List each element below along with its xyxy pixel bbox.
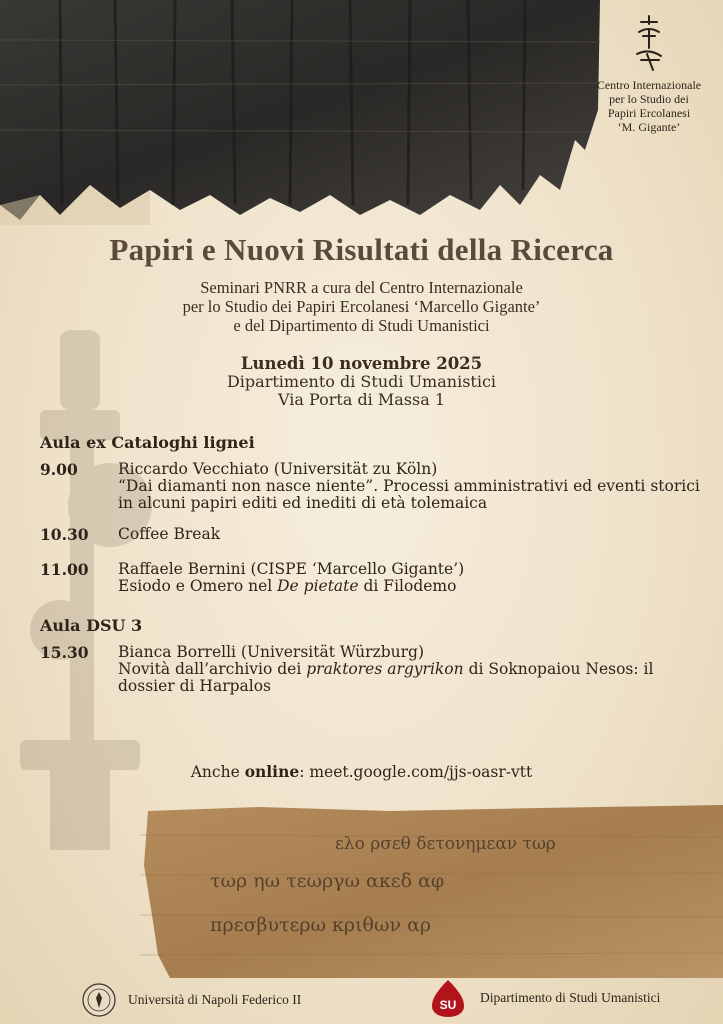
- session-item: [40, 461, 700, 512]
- center-logo-block: [589, 14, 709, 134]
- session-speaker: Coffee Break: [118, 525, 221, 543]
- program-schedule: [40, 434, 700, 709]
- department-name: Dipartimento di Studi Umanistici: [480, 990, 661, 1005]
- event-date: Lunedì 10 novembre 2025: [240, 354, 483, 373]
- center-name-line-3: Papiri Ercolanesi: [607, 106, 691, 120]
- session-item: [40, 644, 700, 695]
- session-item: [40, 561, 700, 595]
- center-name-line-1: Centro Internazionale: [596, 78, 702, 92]
- papyrus-fragment-top: [0, 0, 600, 225]
- poster-title: Papiri e Nuovi Risultati della Ricerca: [109, 232, 614, 267]
- online-link-line: Anche online: meet.google.com/jjs-oasr-vtt: [190, 762, 533, 781]
- event-venue: Dipartimento di Studi Umanistici: [226, 372, 497, 391]
- session-talk-title: “Dai diamanti non nasce niente”. Processi amministrativi ed eventi storici in alcuni papiri editi ed inediti di età tolemaica: [118, 477, 700, 512]
- session-item: [40, 526, 700, 543]
- center-name-line-4: ‘M. Gigante’: [617, 120, 681, 134]
- papyrus-greek-line-3: πρεσβυτερω κριθων αρ: [210, 914, 432, 936]
- session-speaker: Raffaele Bernini (CISPE ‘Marcello Gigante’): [118, 560, 465, 578]
- subtitle-line-2: per lo Studio dei Papiri Ercolanesi ‘Marcello Gigante’: [182, 297, 541, 316]
- session-time: 11.00: [40, 560, 89, 579]
- university-seal-icon: [82, 983, 116, 1017]
- session-talk-title: Novità dall’archivio dei praktores argyrikon di Soknopaiou Nesos: il dossier di Harpalos: [118, 660, 654, 695]
- session-speaker: Bianca Borrelli (Universität Würzburg): [118, 643, 425, 661]
- online-meet-link[interactable]: : meet.google.com/jjs-oasr-vtt: [299, 763, 533, 781]
- papyrus-greek-line-2: τωρ ηω τεωργω ακεδ αφ: [210, 870, 445, 892]
- center-name-line-2: per lo Studio dei: [609, 92, 689, 106]
- session-speaker: Riccardo Vecchiato (Universität zu Köln): [118, 460, 438, 478]
- footer-university: [82, 983, 301, 1017]
- footer: [0, 975, 723, 1024]
- session-time: 15.30: [40, 643, 89, 662]
- papyrus-fragment-bottom: [140, 805, 723, 978]
- university-name: Università di Napoli Federico II: [128, 992, 302, 1007]
- papyrus-greek-line-1: ελο ρσεθ δετονημεαν τωρ: [335, 834, 556, 854]
- session-time: 9.00: [40, 460, 78, 479]
- poster-subtitle: [0, 278, 723, 335]
- calligraphy-logo-icon: [629, 14, 669, 72]
- session-time: 10.30: [40, 525, 89, 544]
- session-talk-title: Esiodo e Omero nel De pietate di Filodemo: [118, 577, 457, 595]
- event-info: [0, 355, 723, 409]
- event-address: Via Porta di Massa 1: [277, 390, 446, 409]
- room-heading: Aula DSU 3: [40, 616, 143, 635]
- subtitle-line-1: Seminari PNRR a cura del Centro Internazionale: [200, 278, 523, 297]
- footer-department: [430, 978, 660, 1018]
- svg-text:SU: SU: [439, 998, 457, 1012]
- subtitle-line-3: e del Dipartimento di Studi Umanistici: [233, 316, 490, 335]
- room-heading: Aula ex Cataloghi lignei: [40, 433, 255, 452]
- department-logo-icon: [430, 978, 466, 1018]
